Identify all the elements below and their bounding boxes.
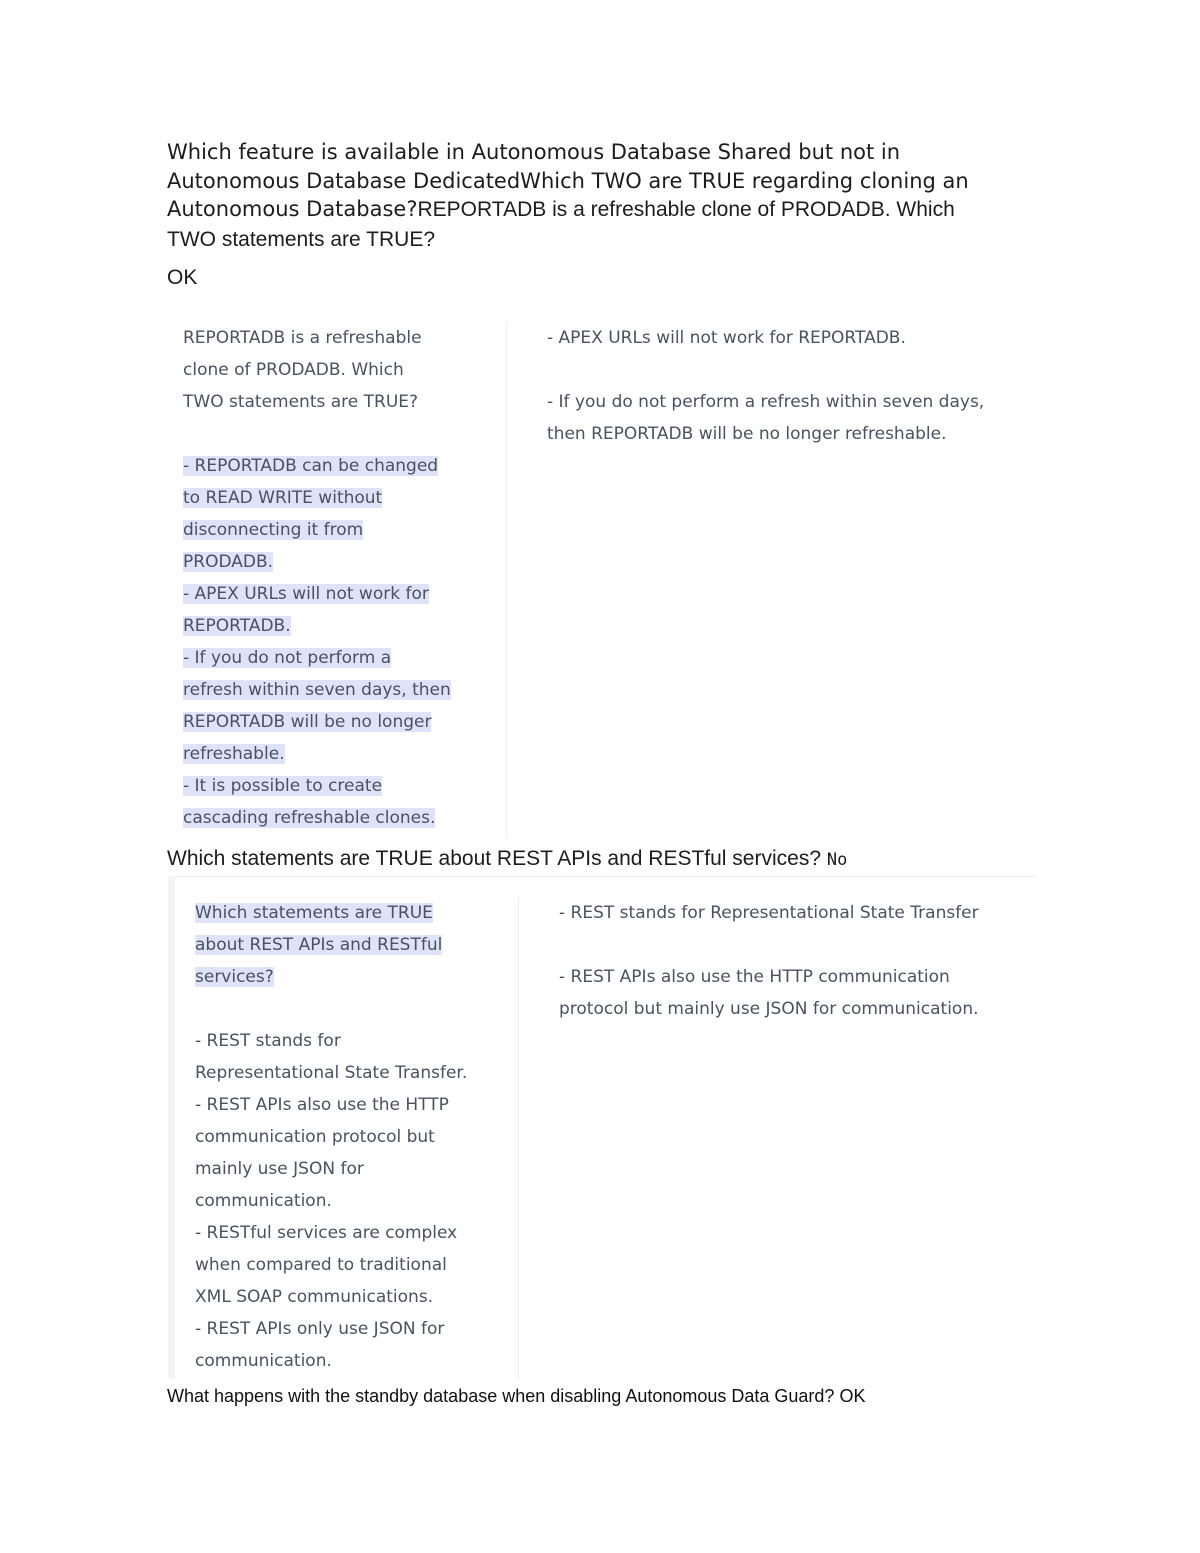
option-line: disconnecting it from — [183, 520, 364, 540]
column-divider — [506, 322, 507, 838]
intro-line-1: Which feature is available in Autonomous Database Shared but not in — [167, 140, 901, 164]
data-guard-question — [167, 1386, 865, 1407]
option-line: Representational State Transfer. — [195, 1063, 468, 1083]
option-line: XML SOAP communications. — [195, 1287, 434, 1307]
option-line: - REPORTADB can be changed — [183, 456, 439, 476]
intro-line-4: TWO statements are TRUE? — [167, 227, 436, 251]
data-guard-question-verdict: OK — [839, 1386, 866, 1406]
answer-line: then REPORTADB will be no longer refreshable. — [547, 424, 947, 444]
intro-line-3b: REPORTADB is a refreshable clone of PRODADB. Which — [417, 198, 955, 221]
intro-question — [167, 138, 1047, 254]
option-line: - APEX URLs will not work for — [183, 584, 429, 604]
answer-column — [559, 897, 1029, 1025]
question-line: REPORTADB is a refreshable — [183, 328, 422, 348]
question-column — [183, 322, 503, 834]
question-line: Which statements are TRUE — [195, 903, 433, 923]
question-line: TWO statements are TRUE? — [183, 392, 419, 412]
answer-column — [547, 322, 1027, 450]
question-line: about REST APIs and RESTful — [195, 935, 443, 955]
answer-line: - APEX URLs will not work for REPORTADB. — [547, 328, 906, 348]
option-line: cascading refreshable clones. — [183, 808, 436, 828]
option-line: - REST APIs also use the HTTP — [195, 1095, 449, 1115]
option-line: refreshable. — [183, 744, 285, 764]
intro-line-2: Autonomous Database DedicatedWhich TWO are TRUE regarding cloning an — [167, 168, 969, 193]
option-line: communication. — [195, 1191, 332, 1211]
answer-line: - REST stands for Representational State Transfer — [559, 903, 979, 923]
screenshot-rest-apis — [168, 876, 1036, 1379]
question-column — [195, 897, 515, 1377]
screenshot-refreshable-clone — [168, 322, 1038, 838]
answer-line: - If you do not perform a refresh within seven days, — [547, 392, 985, 412]
option-line: communication. — [195, 1351, 332, 1371]
option-line: - REST stands for — [195, 1031, 341, 1051]
rest-question-verdict: No — [826, 850, 848, 870]
option-line: PRODADB. — [183, 552, 274, 572]
answer-line: - REST APIs also use the HTTP communication — [559, 967, 950, 987]
intro-answer: OK — [167, 266, 198, 289]
option-line: - If you do not perform a — [183, 648, 392, 668]
screenshot-edge — [168, 877, 175, 1379]
answer-line: protocol but mainly use JSON for communication. — [559, 999, 979, 1019]
option-line: to READ WRITE without — [183, 488, 383, 508]
option-line: REPORTADB. — [183, 616, 291, 636]
data-guard-question-text: What happens with the standby database when disabling Autonomous Data Guard? — [167, 1386, 835, 1406]
option-line: when compared to traditional — [195, 1255, 447, 1275]
question-line: clone of PRODADB. Which — [183, 360, 404, 380]
option-line: - It is possible to create — [183, 776, 383, 796]
option-line: mainly use JSON for — [195, 1159, 364, 1179]
intro-line-3a: Autonomous Database? — [167, 197, 418, 221]
option-line: REPORTADB will be no longer — [183, 712, 432, 732]
question-line: services? — [195, 967, 274, 987]
option-line: communication protocol but — [195, 1127, 435, 1147]
column-divider — [518, 897, 519, 1379]
rest-question — [167, 847, 847, 871]
rest-question-text: Which statements are TRUE about REST APIs and RESTful services? — [167, 847, 821, 870]
option-line: - REST APIs only use JSON for — [195, 1319, 445, 1339]
option-line: refresh within seven days, then — [183, 680, 451, 700]
option-line: - RESTful services are complex — [195, 1223, 458, 1243]
